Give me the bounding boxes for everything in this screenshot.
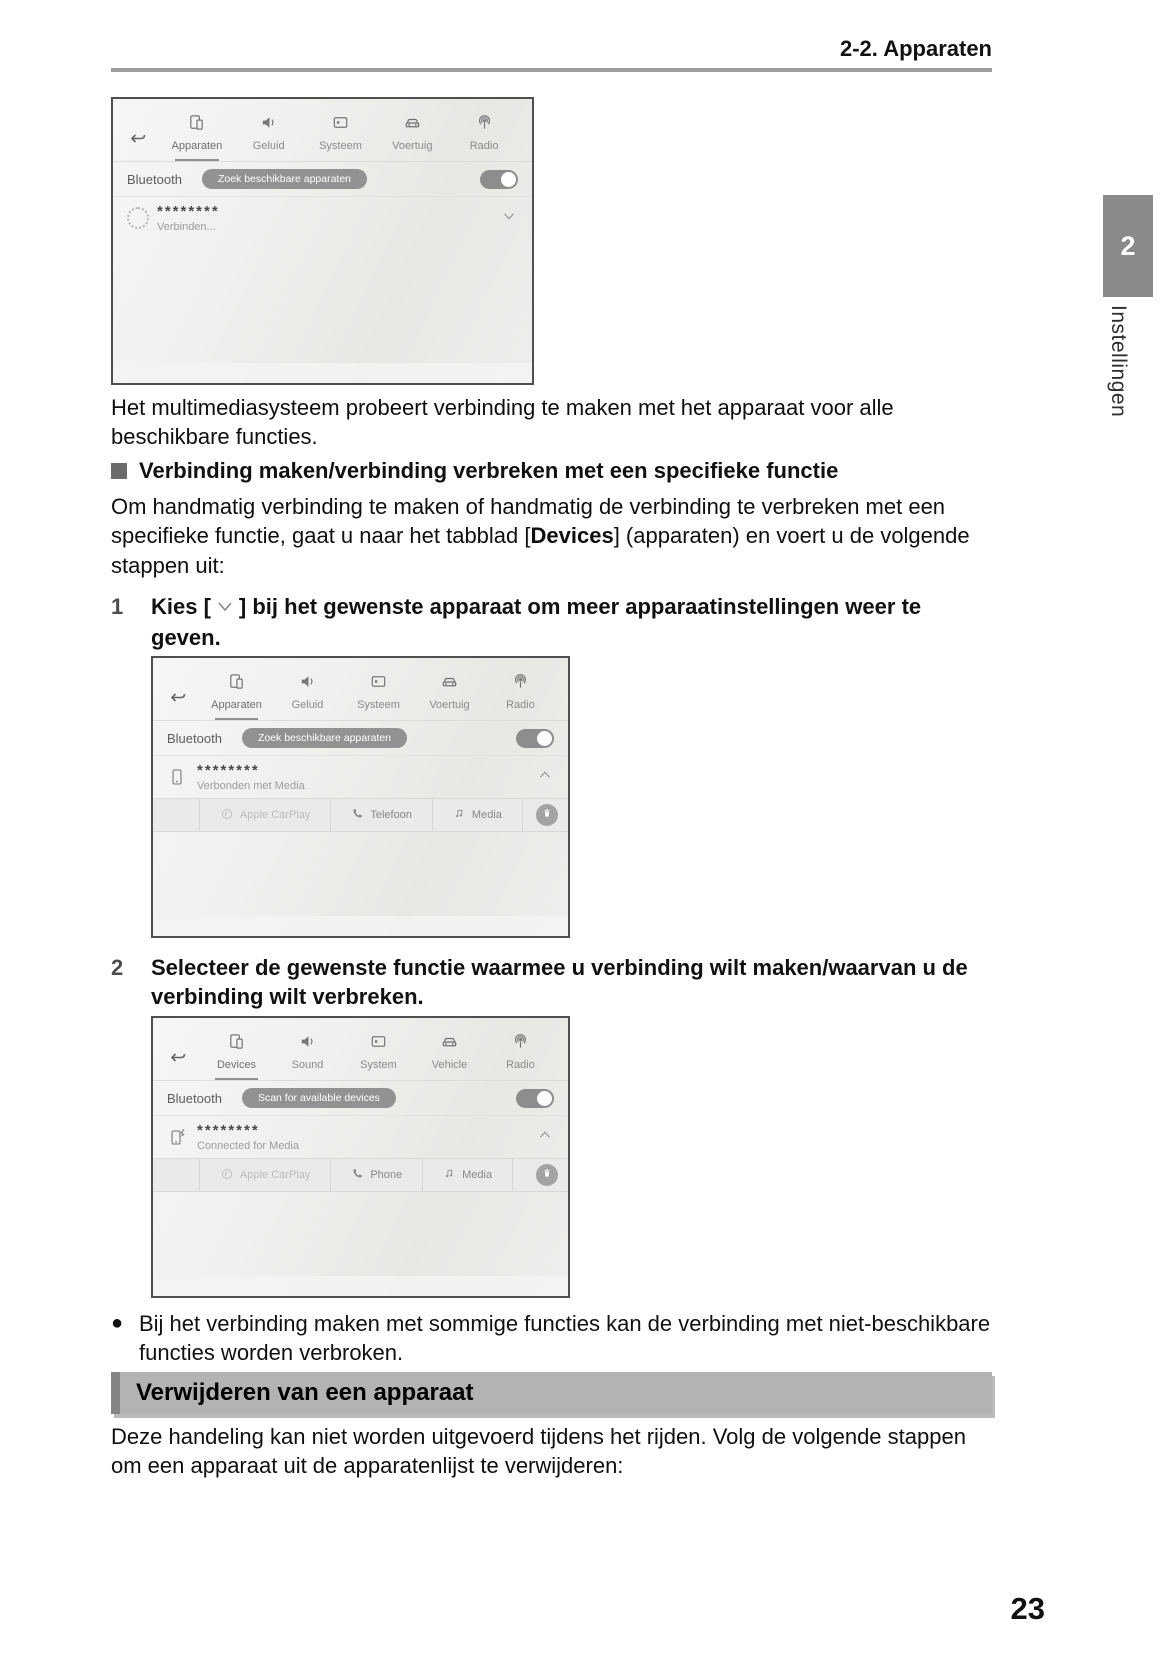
header-rule: [111, 68, 992, 72]
tab-radio[interactable]: [485, 1032, 556, 1080]
chevron-down-icon: [213, 594, 237, 623]
vehicle-icon: [403, 113, 422, 137]
devices-tab-reference: Devices: [530, 523, 614, 549]
chapter-number: 2: [1120, 230, 1136, 261]
toggle-knob: [537, 1091, 552, 1106]
bluetooth-label: Bluetooth: [127, 171, 182, 187]
tab-label: Radio: [506, 699, 535, 711]
section-title-bar: [111, 1372, 992, 1414]
sound-icon: [298, 1032, 317, 1056]
device-status: Verbonden met Media: [197, 780, 305, 792]
phone-function-button[interactable]: Phone: [330, 1159, 422, 1191]
screenshot-device-expanded-nl: [151, 656, 570, 938]
tab-radio[interactable]: [448, 113, 520, 161]
device-status: Connected for Media: [197, 1140, 300, 1152]
section-title: Verwijderen van een apparaat: [136, 1379, 474, 1406]
tab-vehicle[interactable]: [414, 1032, 485, 1080]
phone-function-button[interactable]: Telefoon: [330, 799, 432, 831]
toggle-knob: [501, 172, 516, 187]
device-row[interactable]: [153, 755, 568, 798]
radio-icon: [511, 672, 530, 696]
tab-system[interactable]: [343, 1032, 414, 1080]
device-row[interactable]: [153, 1115, 568, 1158]
spinner-icon: [127, 207, 157, 229]
bluetooth-label: Bluetooth: [167, 730, 222, 746]
system-icon: [369, 1032, 388, 1056]
chapter-tab: [1103, 195, 1153, 297]
tab-label: Systeem: [357, 699, 400, 711]
carplay-icon: [220, 807, 234, 824]
bluetooth-label: Bluetooth: [167, 1090, 222, 1106]
tab-label: Geluid: [252, 140, 285, 152]
tab-label: Radio: [506, 1059, 535, 1071]
tab-label: Voertuig: [429, 699, 470, 711]
settings-nav: [153, 1018, 568, 1080]
vehicle-icon: [440, 672, 459, 696]
tab-label: System: [360, 1059, 397, 1071]
toggle-knob: [537, 731, 552, 746]
page-title: 2-2. Apparaten: [839, 36, 992, 61]
scan-devices-button[interactable]: Zoek beschikbare apparaten: [202, 169, 367, 189]
paragraph: Deze handeling kan niet worden uitgevoerd tijdens het rijden. Volg de volgende stappen om een apparaat uit de apparatenlijst te verwijderen:: [111, 1424, 966, 1479]
radio-icon: [511, 1032, 530, 1056]
tab-label: Devices: [216, 1059, 257, 1071]
screenshot-bluetooth-connecting: [111, 97, 534, 385]
tab-vehicle[interactable]: [414, 672, 485, 720]
tab-system[interactable]: [343, 672, 414, 720]
devices-icon: [227, 672, 246, 696]
step-text: Selecteer de gewenste functie waarmee u verbinding wilt maken/waarvan u de verbinding wilt verbreken.: [151, 955, 968, 1010]
tab-label: Geluid: [291, 699, 324, 711]
tab-label: Sound: [291, 1059, 324, 1071]
tab-label: Apparaten: [211, 699, 262, 711]
device-name: ********: [157, 203, 220, 220]
page-number: 23: [1010, 1591, 1045, 1626]
settings-nav: [153, 658, 568, 720]
tab-sound[interactable]: [233, 113, 305, 161]
phone-icon: [167, 767, 197, 787]
bluetooth-toggle[interactable]: [516, 1089, 554, 1108]
tab-label: Systeem: [319, 140, 362, 152]
scan-devices-button[interactable]: Scan for available devices: [242, 1088, 396, 1108]
step-1: [111, 592, 992, 653]
step-number: 1: [111, 594, 124, 619]
devices-icon: [227, 1032, 246, 1056]
device-name: ********: [197, 762, 260, 779]
back-icon[interactable]: [167, 688, 201, 720]
screen-background: [113, 239, 532, 383]
phone-handset-icon: [351, 807, 364, 823]
bluetooth-toggle[interactable]: [516, 729, 554, 748]
vehicle-icon: [440, 1032, 459, 1056]
device-status: Verbinden...: [157, 221, 216, 233]
step-text: Kies [ ] bij het gewenste apparaat om meer apparaatinstellingen weer te geven.: [151, 594, 922, 651]
chevron-up-icon[interactable]: [536, 766, 554, 789]
tab-system[interactable]: [305, 113, 377, 161]
system-icon: [369, 672, 388, 696]
device-name: ********: [197, 1122, 260, 1139]
devices-icon: [187, 113, 206, 137]
scan-devices-button[interactable]: Zoek beschikbare apparaten: [242, 728, 407, 748]
media-function-button[interactable]: Media: [432, 799, 523, 831]
note-text: Bij het verbinding maken met sommige functies kan de verbinding met niet-beschikbare functies worden verbroken.: [139, 1311, 991, 1366]
section-heading: [111, 458, 992, 484]
step-number: 2: [111, 955, 124, 980]
screen-background: [153, 1192, 568, 1296]
device-row[interactable]: [113, 196, 532, 239]
tab-devices[interactable]: [201, 672, 272, 720]
sound-icon: [298, 672, 317, 696]
carplay-function-button[interactable]: Apple CarPlay: [199, 1159, 330, 1191]
section-heading-label: Verbinding maken/verbinding verbreken met een specifieke functie: [139, 458, 839, 483]
screen-background: [153, 832, 568, 936]
square-bullet-icon: [111, 463, 127, 479]
back-icon[interactable]: [127, 129, 161, 161]
delete-device-button[interactable]: [536, 804, 558, 826]
paragraph: Om handmatig verbinding te maken of handmatig de verbinding te verbreken met een specifieke functie, gaat u naar het tabblad [Devices] (apparaten) en voert u de volgende stappen uit:: [111, 494, 970, 578]
paragraph: Het multimediasysteem probeert verbinding te maken met het apparaat voor alle beschikbare functies.: [111, 395, 894, 450]
note-item: [111, 1309, 992, 1368]
carplay-icon: [220, 1167, 234, 1184]
screenshot-device-expanded-en: [151, 1016, 570, 1298]
chevron-up-icon[interactable]: [536, 1126, 554, 1149]
trash-icon: [541, 1166, 553, 1184]
chapter-label: Instellingen: [1107, 305, 1130, 418]
bluetooth-toggle[interactable]: [480, 170, 518, 189]
tab-devices[interactable]: [201, 1032, 272, 1080]
device-function-row: [153, 798, 568, 832]
media-note-icon: [443, 1167, 456, 1183]
step-2: [111, 953, 992, 1012]
media-note-icon: [453, 807, 466, 823]
device-function-row: [153, 1158, 568, 1192]
radio-icon: [475, 113, 494, 137]
bullet-dot: ●: [111, 1312, 124, 1334]
tab-radio[interactable]: [485, 672, 556, 720]
tab-label: Radio: [469, 140, 499, 152]
tab-sound[interactable]: [272, 1032, 343, 1080]
phone-handset-icon: [351, 1167, 364, 1183]
chevron-down-icon[interactable]: [500, 207, 518, 230]
tab-devices[interactable]: [161, 113, 233, 161]
tab-label: Voertuig: [392, 140, 433, 152]
tab-vehicle[interactable]: [376, 113, 448, 161]
back-icon[interactable]: [167, 1048, 201, 1080]
delete-device-button[interactable]: [536, 1164, 558, 1186]
carplay-function-button[interactable]: Apple CarPlay: [199, 799, 330, 831]
sound-icon: [259, 113, 278, 137]
tab-sound[interactable]: [272, 672, 343, 720]
settings-nav: [113, 99, 532, 161]
trash-icon: [541, 806, 553, 824]
system-icon: [331, 113, 350, 137]
phone-bluetooth-icon: [167, 1127, 197, 1147]
media-function-button[interactable]: Media: [422, 1159, 513, 1191]
tab-label: Apparaten: [171, 140, 223, 152]
tab-label: Vehicle: [431, 1059, 468, 1071]
